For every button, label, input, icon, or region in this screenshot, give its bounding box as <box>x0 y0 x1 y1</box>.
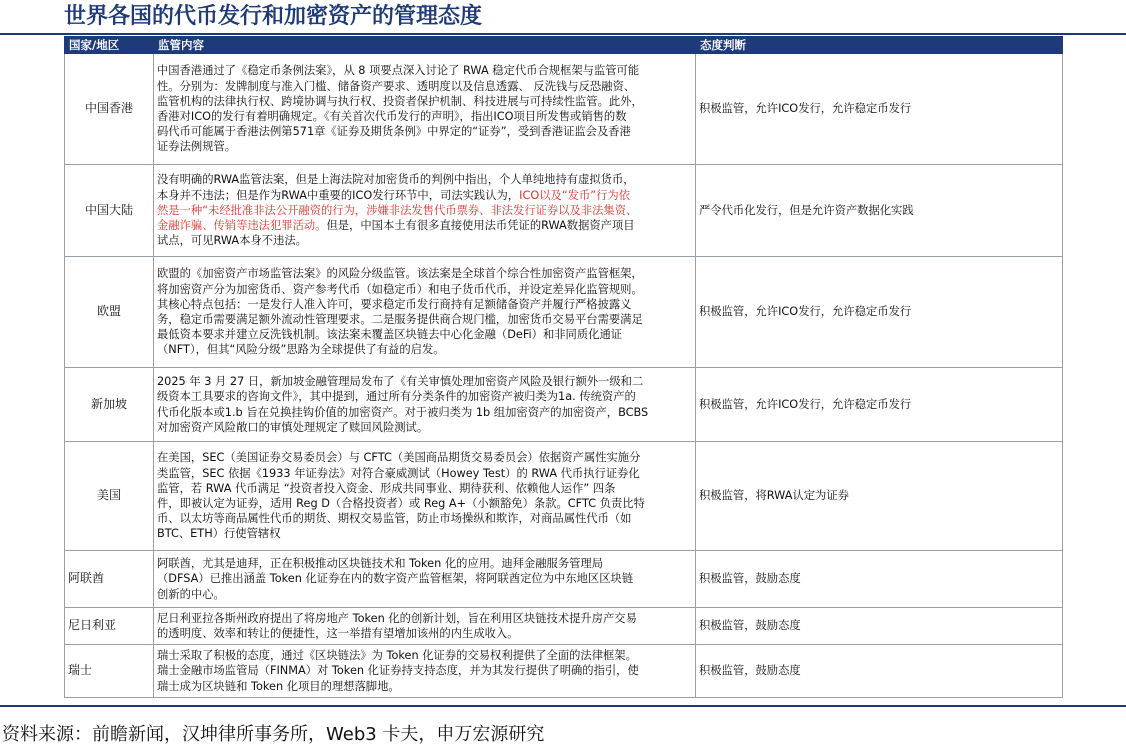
region-cell: 瑞士 <box>65 645 154 698</box>
content-cell: 欧盟的《加密资产市场监管法案》的风险分级监管。该法案是全球首个综合性加密资产监管框架， 将加密资产分为加密货币、资产参考代币（如稳定币）和电子货币代币，并设定差异化监管规则。 其核心特点包括：一是发行人准入许可，要求稳定币发行商持有足额储备资产并履行严格披露义 务，稳定币需要满足额外流动性管理要求。二是服务提供商合规门槛，加密货币交易平台需要满足 最低资本要求并建立反洗钱机制。该法案未覆盖区块链去中心化金融（DeFi）和非同质化通证 （NFT），但其“风险分级”思路为全球提供了有益的启发。 <box>154 257 696 368</box>
judgement-cell: 积极监管，允许ICO发行，允许稳定币发行 <box>696 257 1063 368</box>
region-cell: 欧盟 <box>65 257 154 368</box>
judgement-cell: 积极监管，将RWA认定为证券 <box>696 442 1063 551</box>
region-cell: 美国 <box>65 442 154 551</box>
judgement-cell: 积极监管，鼓励态度 <box>696 645 1063 698</box>
highlighted-text: ICO以及“发币”行为依 然是一种“未经批准非法公开融资的行为，涉嫌非法发售代币票券、非法发行证券以及非法集资、 金融诈骗、传销等违法犯罪活动。 <box>157 188 638 233</box>
region-cell: 尼日利亚 <box>65 608 154 645</box>
table-row <box>65 54 1063 165</box>
footer-divider <box>0 705 1126 707</box>
region-cell: 新加坡 <box>65 368 154 442</box>
title-divider <box>0 33 1126 35</box>
header-content: 监管内容 <box>154 37 696 54</box>
table-row <box>65 165 1063 257</box>
table-row <box>65 645 1063 698</box>
regulation-table <box>64 36 1063 698</box>
content-cell: 2025 年 3 月 27 日，新加坡金融管理局发布了《有关审慎处理加密资产风险及银行额外一级和二 级资本工具要求的咨询文件》，其中提到，通过所有分类条件的加密资产被归类为1a. 传统资产的 代币化版本或1.b 旨在兑换挂钩价值的加密资产。对于被归类为 1b 组加密资产的加密资产，BCBS 对加密资产风险敞口的审慎处理规定了赎回风险测试。 <box>154 368 696 442</box>
region-cell: 中国大陆 <box>65 165 154 257</box>
content-cell <box>154 165 696 257</box>
header-region: 国家/地区 <box>65 37 154 54</box>
content-text: 没有明确的RWA监管法案，但是上海法院对加密货币的判例中指出，个人单纯地持有虚拟货币， 本身并不违法；但是作为RWA中重要的ICO发行环节中，司法实践认为， <box>157 173 635 202</box>
judgement-cell: 积极监管，允许ICO发行，允许稳定币发行 <box>696 368 1063 442</box>
content-cell: 在美国，SEC（美国证券交易委员会）与 CFTC（美国商品期货交易委员会）依据资产属性实施分 类监管，SEC 依据《1933 年证券法》对符合豪威测试（Howey Test）的 RWA 代币执行证券化 监管，若 RWA 代币满足 “投资者投入资金、形成共同事业、期待获利、依赖他人运作” 四条 件，即被认定为证券，适用 Reg D（合格投资者）或 Reg A+（小额豁免）条款。CFTC 负责比特 币、以太坊等商品属性代币的期货、期权交易监管，防止市场操纵和欺诈，对商品属性代币（如 BTC、ETH）行使管辖权 <box>154 442 696 551</box>
judgement-cell: 积极监管，允许ICO发行，允许稳定币发行 <box>696 54 1063 165</box>
content-cell: 尼日利亚拉各斯州政府提出了将房地产 Token 化的创新计划，旨在利用区块链技术提升房产交易 的透明度、效率和转让的便捷性，这一举措有望增加该州的内生成收入。 <box>154 608 696 645</box>
judgement-cell: 严令代币化发行，但是允许资产数据化实践 <box>696 165 1063 257</box>
table-header-row <box>65 37 1063 54</box>
content-cell: 阿联酋，尤其是迪拜，正在积极推动区块链技术和 Token 化的应用。迪拜金融服务管理局 （DFSA）已推出涵盖 Token 化证券在内的数字资产监管框架，将阿联酋定位为中东地区区块链 创新的中心。 <box>154 551 696 608</box>
judgement-cell: 积极监管，鼓励态度 <box>696 608 1063 645</box>
page-title: 世界各国的代币发行和加密资产的管理态度 <box>64 4 483 29</box>
judgement-cell: 积极监管，鼓励态度 <box>696 551 1063 608</box>
table-row <box>65 551 1063 608</box>
header-judgement: 态度判断 <box>696 37 1063 54</box>
content-cell: 中国香港通过了《稳定币条例法案》，从 8 项要点深入讨论了 RWA 稳定代币合规框架与监管可能 性。分别为：发牌制度与准入门槛、储备资产要求、透明度以及信息透露、 反洗钱与反恐融资、 监管机构的法律执行权、跨境协调与执行权、投资者保护机制、科技进展与可持续性监管。此外， 香港对ICO的发行有着明确规定。《有关首次代币发行的声明》，指出ICO项目所发售或销售的数 码代币可能属于香港法例第571章《证券及期货条例》中界定的“证券”，受到香港证监会及香港 证券法例规管。 <box>154 54 696 165</box>
content-cell: 瑞士采取了积极的态度，通过《区块链法》为 Token 化证券的交易权利提供了全面的法律框架。 瑞士金融市场监管局（FINMA）对 Token 化证券持支持态度，并为其发行提供了明确的指引，使 瑞士成为区块链和 Token 化项目的理想落脚地。 <box>154 645 696 698</box>
table-row <box>65 608 1063 645</box>
table-row <box>65 368 1063 442</box>
region-cell: 阿联酋 <box>65 551 154 608</box>
table-row <box>65 257 1063 368</box>
content-text: 但是，中国本土有很多直接使用法币凭证的RWA数据资产项目 试点，可见RWA本身不违法。 <box>157 219 635 248</box>
region-cell: 中国香港 <box>65 54 154 165</box>
table-row <box>65 442 1063 551</box>
source-note: 资料来源：前瞻新闻，汉坤律所事务所，Web3 卡夫，申万宏源研究 <box>2 724 545 745</box>
